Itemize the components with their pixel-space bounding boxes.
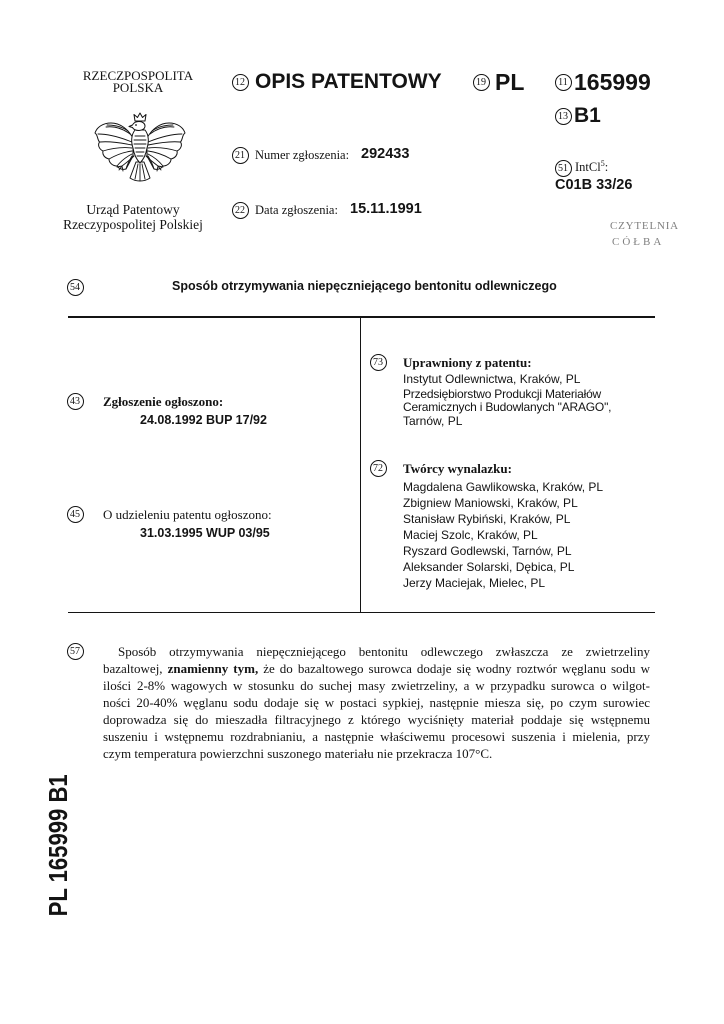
invention-title: Sposób otrzymywania niepęczniejącego bentonitu odlewniczego [172, 279, 557, 293]
inid-code-badge: 72 [370, 460, 387, 477]
abstract-line: suszeniu i wstępnemu rozdrabnianiu, a następnie właściwemu procesowi suszenia i mielenia, przy [103, 728, 650, 744]
abstract-text: że do bazaltowego surowca dodaje się wodny roztwór węglanu sodu w [258, 660, 650, 676]
abstract-line: Sposób otrzymywania niepęczniejącego bentonitu odlewczego zwłaszcza ze zwietrzeliny [118, 643, 650, 659]
library-stamp-line1: CZYTELNIA [610, 220, 679, 232]
inid-code-badge: 73 [370, 354, 387, 371]
document-type-title: OPIS PATENTOWY [255, 70, 442, 93]
vertical-document-id: PL 165999 B1 [43, 773, 73, 917]
filing-date-label: Data zgłoszenia: [255, 202, 338, 217]
patent-number: 165999 [574, 69, 651, 95]
country-name-line1: RZECZPOSPOLITA [82, 68, 194, 83]
int-class-edition: 5 [600, 158, 605, 168]
abstract-line [103, 660, 650, 677]
inventor-name: Jerzy Maciejak, Mielec, PL [403, 576, 546, 590]
inid-code-badge: 12 [232, 74, 249, 91]
inventor-name: Aleksander Solarski, Dębica, PL [403, 560, 575, 574]
abstract-line: doprowadza się do mieszadła filtracyjnego z którego wyciśnięty materiał poddaje się wstępnemu [103, 711, 650, 727]
inid-code-badge: 54 [67, 279, 84, 296]
inid-code-badge: 51 [555, 160, 572, 177]
inid-code-badge: 11 [555, 74, 572, 91]
inid-code-badge: 13 [555, 108, 572, 125]
application-published-value: 24.08.1992 BUP 17/92 [140, 412, 267, 427]
eagle-crown [134, 113, 146, 121]
int-class-label-text: IntCl [575, 160, 601, 174]
inid-code-badge: 19 [473, 74, 490, 91]
polish-eagle-emblem [92, 112, 188, 188]
inventor-name: Zbigniew Maniowski, Kraków, PL [403, 496, 578, 510]
application-number-label: Numer zgłoszenia: [255, 147, 350, 162]
library-stamp-line2: CÓŁBA [612, 236, 665, 248]
abstract-line: ności 20-40% węglanu sodu dodaje się w postaci sypkiej, następnie miesza się, po czym surowiec [103, 694, 650, 710]
inid-code-badge: 21 [232, 147, 249, 164]
abstract [103, 643, 650, 762]
filing-date-value: 15.11.1991 [350, 201, 422, 217]
proprietor-line: Ceramicznych i Budowlanych "ARAGO", [403, 400, 612, 414]
column-divider [360, 316, 362, 613]
country-name-line2: POLSKA [112, 80, 164, 95]
int-class-label [575, 160, 608, 175]
grant-published-value: 31.03.1995 WUP 03/95 [140, 525, 270, 540]
patent-office-line1: Urząd Patentowy [86, 202, 180, 217]
claim-characterizing-phrase: znamienny tym, [167, 660, 259, 676]
inventor-name: Magdalena Gawlikowska, Kraków, PL [403, 480, 604, 494]
inventor-name: Maciej Szolc, Kraków, PL [403, 528, 538, 542]
inventor-name: Ryszard Godlewski, Tarnów, PL [403, 544, 572, 558]
inid-code-badge: 43 [67, 393, 84, 410]
application-number-value: 292433 [361, 146, 410, 162]
inid-code-badge: 22 [232, 202, 249, 219]
abstract-line: ilości 2-8% wagowych w stosunku do suchej masy zwietrzeliny, a w przypadku surowca o wilgot- [103, 677, 650, 693]
proprietor-line: Przedsiębiorstwo Produkcji Materiałów [403, 387, 602, 401]
inid-code-badge: 45 [67, 506, 84, 523]
country-code: PL [495, 69, 525, 95]
int-class-colon: : [604, 160, 609, 174]
kind-code: B1 [574, 104, 601, 127]
grant-published-label: O udzieleniu patentu ogłoszono: [103, 506, 272, 522]
top-divider [68, 316, 655, 318]
abstract-line: czym temperatura powierzchni suszonego materiału nie przekracza 107°C. [103, 745, 493, 761]
inventor-name: Stanisław Rybiński, Kraków, PL [403, 512, 571, 526]
abstract-text: bazaltowej, [103, 660, 168, 676]
inventors-label: Twórcy wynalazku: [403, 460, 512, 476]
application-published-label: Zgłoszenie ogłoszono: [103, 393, 224, 409]
proprietor-label: Uprawniony z patentu: [403, 354, 532, 370]
inid-code-badge: 57 [67, 643, 84, 660]
proprietor-line: Instytut Odlewnictwa, Kraków, PL [403, 372, 581, 386]
proprietor-line: Tarnów, PL [403, 414, 463, 428]
bottom-divider [68, 612, 655, 614]
int-class-value: C01B 33/26 [555, 177, 633, 193]
eagle-body [132, 130, 149, 163]
eagle-tail [130, 162, 150, 181]
patent-office-line2: Rzeczypospolitej Polskiej [63, 217, 203, 232]
eagle-head [129, 122, 145, 131]
